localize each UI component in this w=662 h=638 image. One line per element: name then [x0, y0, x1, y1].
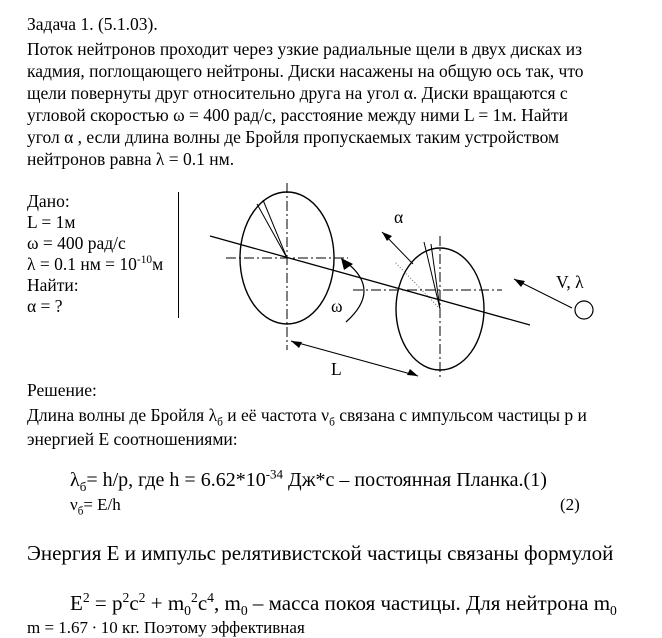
given-header: Дано:	[27, 191, 70, 211]
equation-2: $\nu_б= E/h$	[70, 495, 121, 518]
find-header: Найти:	[27, 275, 79, 295]
solution-paragraph-1: Длина волны де Бройля $\lambda_б$ и её частота $\nu_б$ связана с импульсом частицы р и	[27, 405, 587, 429]
label-l: L	[331, 359, 342, 379]
given-l: L = 1м	[27, 212, 76, 232]
problem-line-1: Поток нейтронов проходит через узкие радиальные щели в двух дисках из	[27, 39, 583, 59]
rotation-axis	[210, 236, 530, 325]
equation-3-continuation: m = 1.67 ∙ 10 кг. Поэтому эффективная	[27, 618, 305, 637]
equation-3: $E^2 = p^2c^2 + m_0^2c^4$, $m_0$ – масса покоя частицы. Для нейтрона $m_0$	[70, 590, 617, 619]
label-omega: ω	[331, 296, 343, 316]
solution-header: Решение:	[27, 380, 97, 400]
omega-arc	[346, 262, 364, 322]
problem-line-2: кадмия, поглощающего нейтроны. Диски насажены на общую ось так, что	[27, 61, 584, 81]
problem-title: Задача 1. (5.1.03).	[27, 14, 158, 34]
label-velocity: V, λ	[556, 272, 584, 292]
problem-line-5: угол α , если длина волны де Бройля пропускаемых таким устройством	[27, 127, 560, 147]
slit-projection	[395, 262, 440, 309]
solution-paragraph-2: Энергия Е и импульс релятивистской частицы связаны формулой	[27, 541, 614, 565]
equation-1: $\lambda_б= h/p$, где $h = 6.62*10^{-34}$ Дж*с – постоянная Планка.(1)	[70, 466, 547, 494]
equation-2-number: (2)	[560, 495, 580, 514]
neutron-particle	[575, 301, 593, 319]
distance-arrow	[291, 341, 418, 376]
label-alpha: α	[394, 207, 404, 227]
given-lambda: λ = 0.1 нм = $10^{-10}м$	[27, 254, 164, 274]
given-omega: ω = 400 рад/с	[27, 233, 126, 253]
problem-line-3: щели повернуты друг относительно друга на угол α. Диски вращаются с	[27, 83, 568, 103]
problem-line-4: угловой скоростью ω = 400 рад/с, расстояние между ними L = 1м. Найти	[27, 105, 568, 125]
find-alpha: α = ?	[27, 296, 63, 316]
problem-line-6: нейтронов равна λ = 0.1 нм.	[27, 149, 235, 169]
disk-1-slit-2	[263, 200, 287, 258]
solution-paragraph-1-line-2: энергией Е соотношениями:	[27, 429, 238, 449]
